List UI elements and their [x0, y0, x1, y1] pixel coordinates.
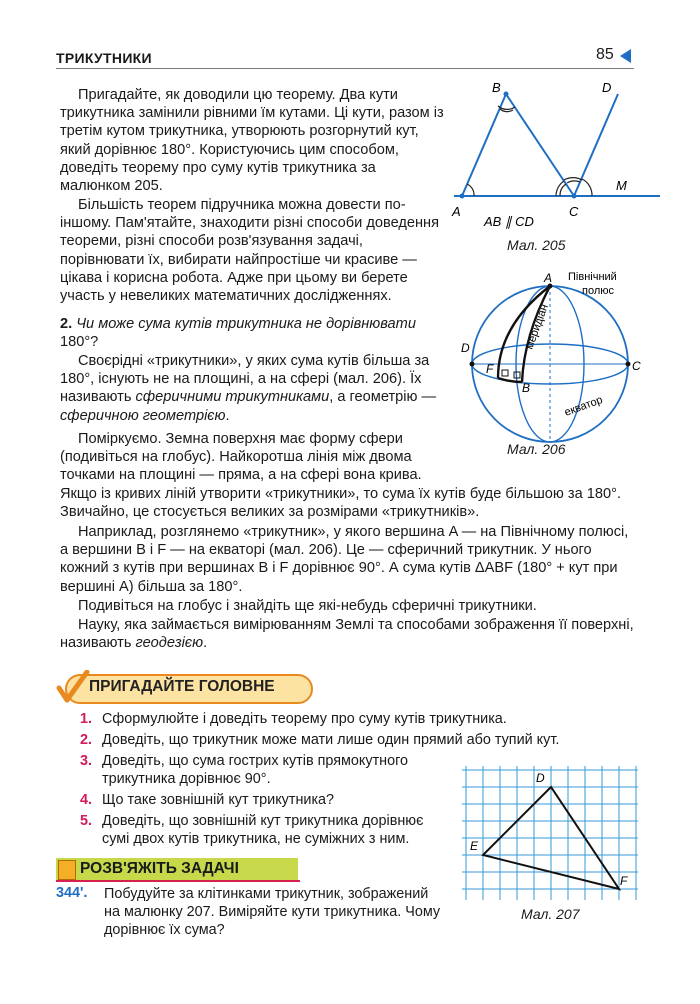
angle-a-arc [467, 184, 474, 196]
label-equator: екватор [562, 393, 605, 419]
point-c [626, 362, 631, 367]
paragraph-earth-surface: Поміркуємо. Земна поверхня має форму сфери (подивіться на глобус). Найкоротша лінія між двома точками на площині — пряма, а на сфері вона крива. [60, 431, 422, 484]
triangle-side-bf [498, 378, 522, 382]
angle-c-arc-3 [564, 178, 582, 180]
list-item [80, 791, 447, 809]
point-b [504, 92, 509, 97]
header-divider [56, 68, 634, 69]
paragraph-other-proofs: Більшість теорем підручника можна довести по-іншому. Пам'ятайте, знаходити різні способи доведення теореми, різні способи розв'язування задачі, порівнювати їх, вибирати найпростіше чи красиве — цікава і корисна робота. Адже при цьому ви берете участь у невеликих математичних дослідженнях. [60, 197, 440, 305]
label-a: A [544, 271, 553, 285]
paragraph-proof-hint: Пригадайте, як доводили цю теорему. Два кути трикутника замінили рівними їм кутами. Ці кути, разом із третім кутом трикутника, утворюють розгорнутий кут, який дорівнює 180°. Користуючись цим способом, доведіть теорему про суму кутів трикутника за малюнком 205. [60, 87, 444, 195]
label-north-pole-2: полюс [582, 285, 615, 297]
text-run: Науку, яка займається вимірюванням Землі та способами зображення її поверхні, називають [60, 617, 634, 652]
label-d: D [536, 771, 545, 785]
list-item [80, 731, 680, 749]
ray-cd [574, 94, 618, 196]
term-spherical-geometry: сферичною геометрією [60, 407, 226, 424]
figure-206-caption: Мал. 206 [507, 441, 566, 457]
label-meridian: меридіан [523, 302, 551, 352]
list-item-text: Доведіть, що зовнішній кут трикутника дорівнює сумі двох кутів трикутника, не суміжних з ним. [102, 813, 424, 847]
term-spherical-triangles: сферичними трикутниками [135, 389, 330, 406]
label-a: A [452, 204, 461, 219]
page-marker-arrow-icon [620, 49, 631, 63]
paragraph-geodesy [60, 616, 638, 652]
label-d: D [461, 341, 470, 355]
list-item-number: 2. [80, 732, 93, 748]
label-e: E [470, 839, 479, 853]
text-run: , а геометрію — [329, 389, 437, 406]
question-number: 2. [60, 316, 73, 332]
list-item [80, 812, 447, 848]
label-north-pole-1: Північний [568, 271, 617, 283]
angle-c-arc-5 [582, 179, 592, 196]
list-item-number: 1. [80, 711, 93, 727]
list-item-text: Доведіть, що трикутник може мати лише один прямий або тупий кут. [102, 732, 560, 748]
grid [462, 766, 638, 900]
tasks-book-icon [58, 860, 76, 880]
label-b: B [522, 381, 531, 395]
point-a [460, 194, 465, 199]
angle-c-arc-2 [560, 184, 566, 196]
solve-tasks-title: РОЗВ'ЯЖІТЬ ЗАДАЧІ [80, 860, 239, 877]
side-bc [506, 94, 574, 196]
paragraph-spherical-triangles [60, 352, 446, 425]
label-d: D [602, 80, 612, 95]
figure-205-caption: Мал. 205 [507, 237, 566, 253]
summary-banner [55, 670, 313, 706]
right-angle-f [502, 370, 508, 376]
summary-title: ПРИГАДАЙТЕ ГОЛОВНЕ [89, 678, 275, 695]
angle-c-arc-4 [567, 181, 580, 183]
label-m: M [616, 178, 627, 193]
list-item [80, 710, 680, 728]
figure-206 [458, 266, 668, 446]
question-tail: 180°? [60, 334, 99, 351]
solve-header-underline [56, 880, 300, 882]
question-2 [60, 315, 446, 351]
text-run: Своєрідні «трикутники», у яких сума кутів більша за 180°, існують не на площині, а на сфері (мал. 206). Їх називають [60, 353, 430, 406]
label-f: F [486, 362, 494, 376]
list-item-number: 4. [80, 792, 93, 808]
solve-tasks-header [56, 858, 298, 880]
list-item-number: 5. [80, 813, 93, 829]
paragraph-globe: Подивіться на глобус і знайдіть ще які-небудь сферичні трикутники. [78, 598, 537, 614]
parallel-note: AB ∥ CD [484, 214, 534, 229]
figure-205 [448, 76, 668, 256]
label-b: B [492, 80, 501, 95]
checkmark-icon [55, 670, 91, 706]
list-item [80, 752, 447, 788]
list-item-text: Сформулюйте і доведіть теорему про суму кутів трикутника. [102, 711, 507, 727]
text-run: . [225, 407, 230, 424]
list-item-number: 3. [80, 753, 93, 769]
point-c [572, 194, 577, 199]
question-text: Чи може сума кутів трикутника не дорівнювати [76, 316, 416, 332]
point-d [470, 362, 475, 367]
term-geodesy: геодезією [135, 635, 204, 652]
label-c: C [569, 204, 579, 219]
page-number: 85 [596, 46, 614, 63]
list-item-text: Доведіть, що сума гострих кутів прямокутного трикутника дорівнює 90°. [102, 753, 409, 787]
paragraph-curved-lines: Якщо із кривих ліній утворити «трикутники», то сума їх кутів буде більшою за 180°. Звичайно, це стосується великих за розмірами «трикутників». [60, 486, 622, 521]
label-f: F [620, 874, 628, 888]
label-c: C [632, 359, 641, 373]
task-number: 344'. [56, 885, 88, 901]
list-item-text: Що таке зовнішній кут трикутника? [102, 792, 335, 808]
running-header-title: ТРИКУТНИКИ [56, 50, 152, 66]
paragraph-example: Наприклад, розглянемо «трикутник», у якого вершина A — на Північному полюсі, а вершини B і F — на екваторі (мал. 206). Це — сферичний трикутник. У нього кожний з кутів при вершинах B і F дорівнює 90°. А сума кутів ΔABF (180° + кут при вершині A) більша за 180°. [60, 524, 629, 595]
figure-207 [462, 766, 638, 904]
side-ab [462, 94, 506, 196]
figure-207-caption: Мал. 207 [521, 906, 580, 922]
text-run: . [203, 635, 208, 652]
task-text: Побудуйте за клітинками трикутник, зображений на малюнку 207. Виміряйте кути трикутника. Чому дорівнює їх сума? [104, 886, 441, 938]
